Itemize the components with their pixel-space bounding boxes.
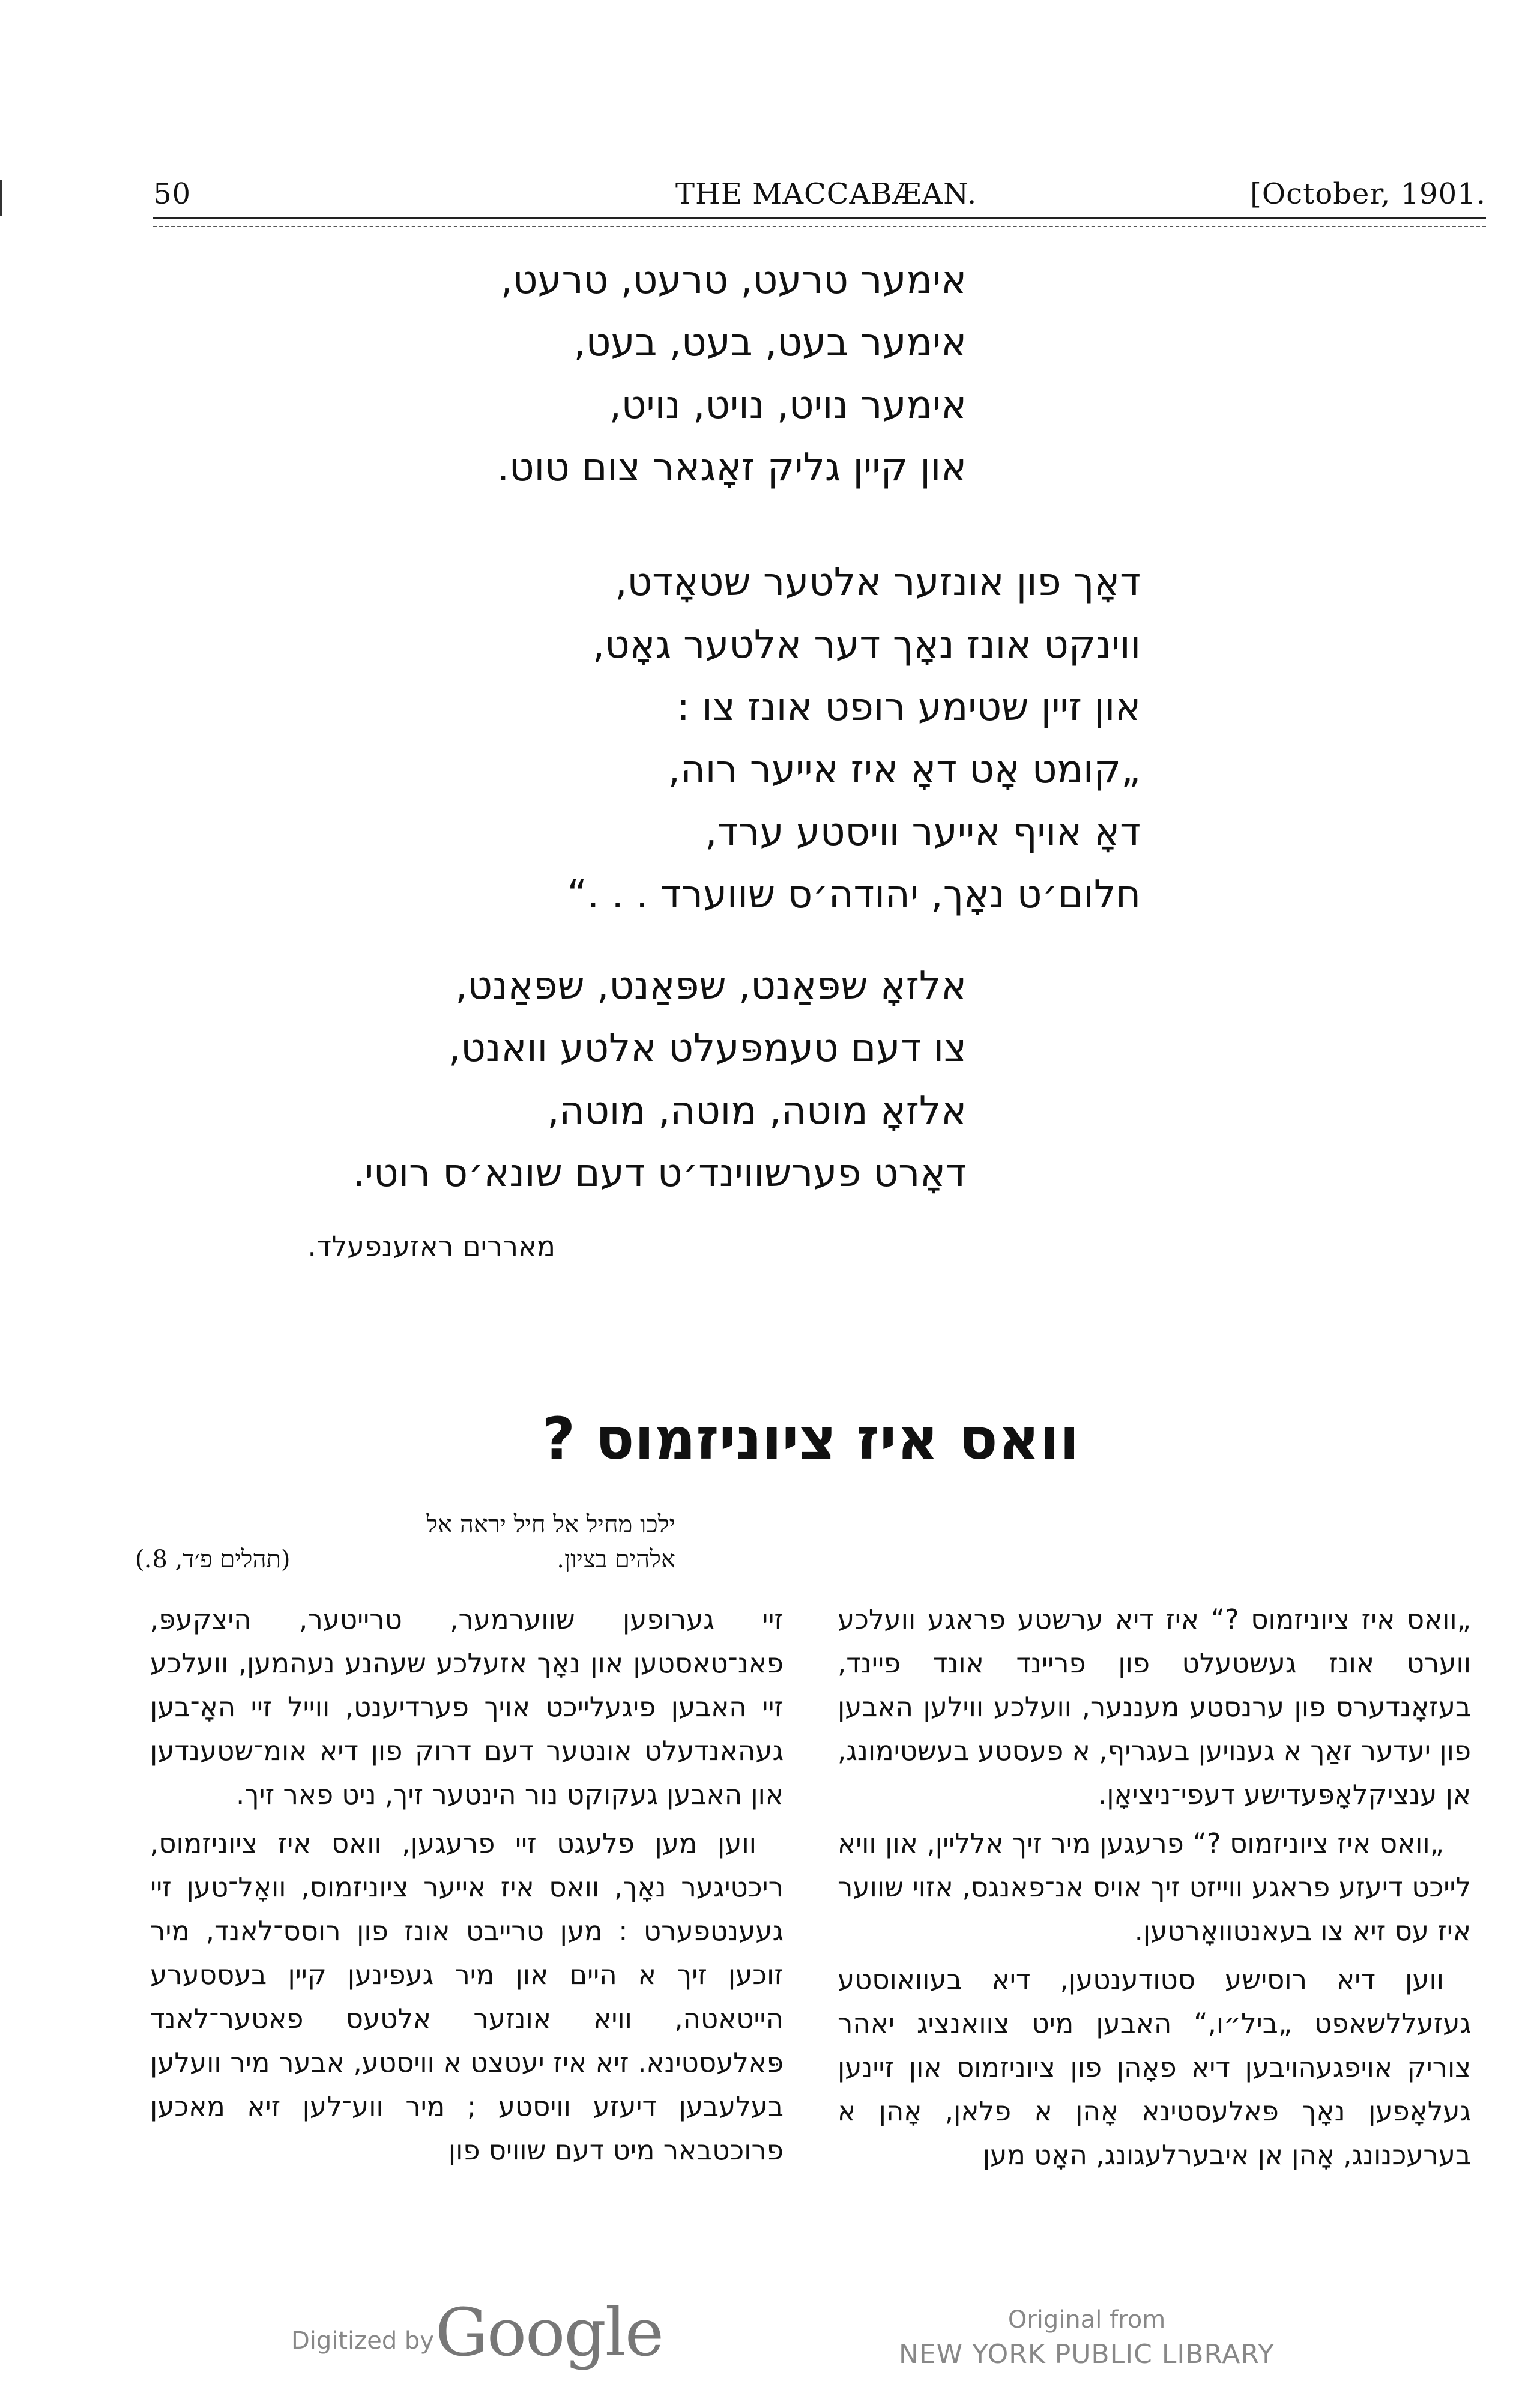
article-column-right [838, 1597, 1471, 2182]
article-column-left [150, 1597, 784, 2177]
poem-author: מאררים ראזענפעלד. [307, 1230, 555, 1262]
issue-date: [October, 1901. [1250, 177, 1486, 211]
page-number: 50 [153, 177, 192, 211]
poem-line: דאָ אויף אייער וויסטע ערד, [705, 810, 1141, 855]
poem-stanza-2 [360, 551, 1141, 926]
poem-line: דאָרט פערשווינד׳ט דעם שונא׳ס רוטי. [352, 1151, 967, 1196]
poem-stanza-3 [306, 955, 967, 1205]
header-rule [153, 217, 1486, 219]
paragraph: „וואס איז ציוניזמוס ?“ איז דיא ערשטע פראגע וועלכע ווערט אונז געשטעלט פון פריינד אונד פיינד, בעזאָנדערס פון ערנסטע מעננער, וועלכע ווילען האבען פון יעדער זאַך א גענויען בעגריף, א פעסטע בעשטימונג, אן ענציקלאָפּעדישע דעפי־ניציאָן. [838, 1603, 1471, 1811]
poem-line: „קומט אָט דאָ איז אייער רוה, [668, 748, 1141, 792]
poem-line: אלזאָ מוטה, מוטה, מוטה, [547, 1089, 967, 1133]
digitized-label: Digitized by [291, 2327, 434, 2355]
poem-line: אימער בעט, בעט, בעט, [573, 321, 967, 365]
paragraph: ווען מען פלעגט זיי פרעגען, וואס איז ציוניזמוס, ריכטיגער נאָך, וואס איז אייער ציוניזמוס, וואָל־טען זיי געענטפערט : מען טרייבט אונז פון רוסס־לאנד, מיר זוכען זיך א היים און מיר געפינען קיין בעססערע הייטאטה, וויא אונזער אלטעס פאטער־לאנד פּאלעסטינא. זיא איז יעטצט א וויסטע, אבער מיר וועלען בעלעבען דיעזע וויסטע ; מיר ווע־לען זיא מאכען פרוכטבאר מיט דעם שוויס פון [150, 1827, 784, 2166]
poem-line: צו דעם טעמפּעלט אלטע וואנט, [448, 1026, 967, 1071]
journal-title: THE MACCABÆAN. [675, 177, 977, 211]
google-logo: Google [435, 2294, 663, 2371]
poem-line: דאָך פון אונזער אלטער שטאָדט, [615, 560, 1141, 605]
epigraph-line-2 [135, 1542, 675, 1577]
original-from-label: Original from [1007, 2306, 1166, 2334]
header-rule-dashed [153, 226, 1486, 227]
paragraph: זיי גערופען שווערמער, טרייטער, היצקעפּ, פאנ־טאסטען און נאָך אזעלכע שעהנע נעהמען, וועלכע זיי האבען פיגעלייכט אויך פערדיענט, ווייל זיי האָ־בען געהאנדעלט אונטער דעם דרוק פון דיא אומ־שטענדען און האבען געקוקט נור הינטער זיך, ניט פאר זיך. [150, 1603, 784, 1811]
epigraph-line: ילכו מחיל אל חיל יראה אל [426, 1511, 675, 1538]
article-title: וואס איז ציוניזמוס ? [542, 1405, 1080, 1472]
poem-line: אימער טרעט, טרעט, טרעט, [500, 258, 967, 303]
digitized-by-google [291, 2282, 663, 2371]
paragraph: „וואס איז ציוניזמוס ?“ פרעגען מיר זיך אלליין, און וויא לייכט דיעזע פראגע ווייזט זיך אויס אנ־פאנגס, אזוי שווער איז עס זיא צו בעאנטוואָרטען. [838, 1827, 1471, 1947]
article-epigraph [135, 1507, 675, 1577]
poem-line: חלום׳ט נאָך, יהודה׳ס שווערד . . .“ [567, 873, 1141, 917]
poem-line: און קיין גליק זאָגאר צום טוט. [497, 446, 967, 490]
paragraph: ווען דיא רוסישע סטודענטען, דיא בעוואוסטע געזעללשאפט „ביל״ו,“ האבען מיט צוואנציג יאהר צוריק אויפגעהויבען דיא פאָהן פון ציוניזמוס און זיינען געלאָפען נאָך פּאלעסטינא אָהן א פלאן, אָהן א בערעכנונג, אָהן אן איבערלעגונג, האָט מען [838, 1964, 1471, 2171]
poem-stanza-1 [426, 249, 967, 499]
poem-line: און זיין שטימע רופט אונז צו : [677, 685, 1141, 730]
epigraph-text: אלהים בציון. [557, 1546, 675, 1573]
poem-line: אימער נויט, נויט, נויט, [609, 383, 967, 428]
poem-line: ווינקט אונז נאָך דער אלטער גאָט, [592, 623, 1141, 667]
library-name: NEW YORK PUBLIC LIBRARY [898, 2339, 1275, 2370]
poem-line: אלזאָ שפּאַנט, שפּאַנט, שפּאַנט, [455, 964, 967, 1008]
epigraph-citation: (תהלים פ׳ד, 8.) [135, 1546, 291, 1573]
scan-edge-mark [0, 180, 2, 216]
library-credit [889, 2303, 1285, 2373]
